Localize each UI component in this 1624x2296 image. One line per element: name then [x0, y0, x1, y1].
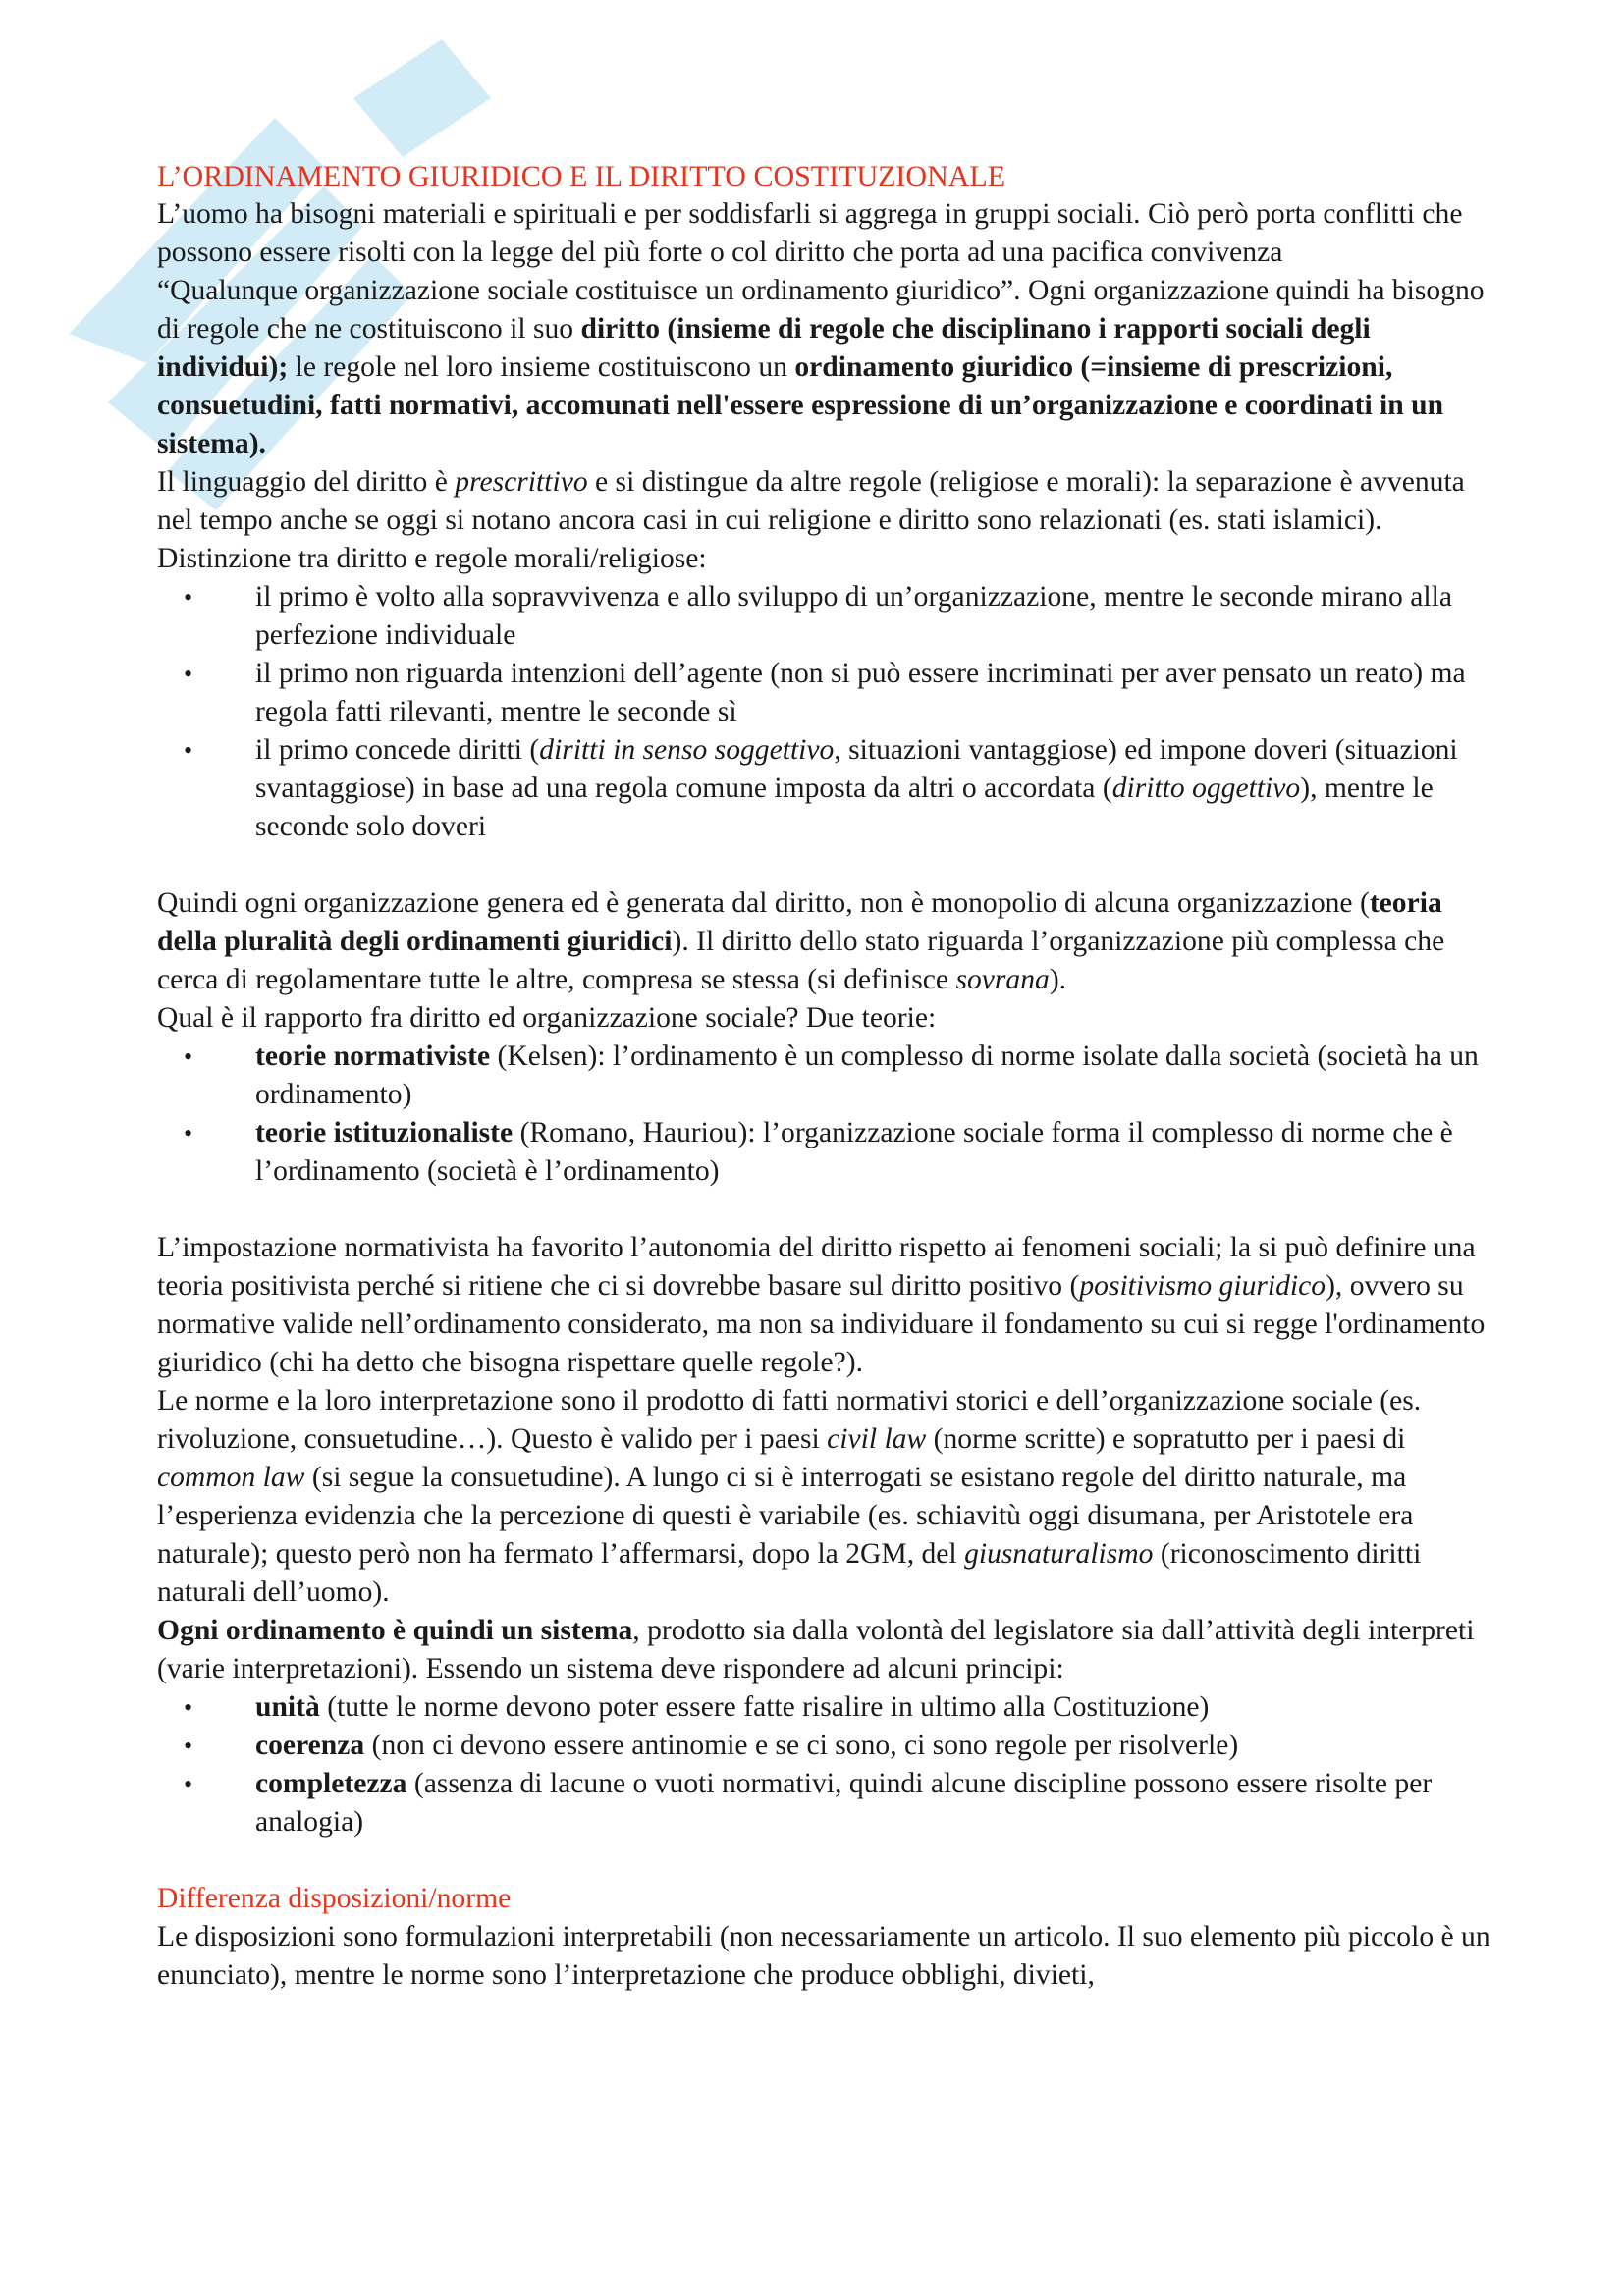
document-page [157, 157, 1492, 1995]
text-run: , prodotto sia dalla volontà del legislatore sia dall’attività degli interpreti (varie interpretazioni). Essendo un sistema deve rispondere ad alcuni principi: [157, 1615, 1475, 1684]
paragraph-ordinamento [157, 272, 1492, 463]
list-item [157, 1727, 1492, 1765]
italic-run: diritti in senso soggettivo [539, 734, 835, 766]
text-run: (Kelsen): l’ordinamento è un complesso di norme isolate dalla società (società ha un ordinamento) [255, 1041, 1479, 1110]
bullet-icon: • [184, 736, 193, 765]
paragraph-linguaggio [157, 463, 1492, 578]
text-run: , situazioni vantaggiose) ed impone doveri (situazioni svantaggiose) in base ad una regola comune imposta da altri o accordata ( [255, 734, 1458, 804]
list-item [157, 731, 1492, 846]
list-distinzione [157, 578, 1492, 846]
text-run: (norme scritte) e sopratutto per i paesi di [926, 1423, 1406, 1455]
text-run: il primo non riguarda intenzioni dell’agente (non si può essere incriminati per aver pensato un reato) ma regola fatti rilevanti, mentre le seconde sì [255, 658, 1466, 727]
bold-run: teorie normativiste [255, 1041, 491, 1072]
text-run: ). [1049, 964, 1067, 995]
text-run: Il linguaggio del diritto è [157, 466, 456, 498]
bold-run: coerenza [255, 1730, 365, 1761]
list-item [157, 655, 1492, 731]
list-teorie [157, 1038, 1492, 1191]
document-title: L’ORDINAMENTO GIURIDICO E IL DIRITTO COSTITUZIONALE [157, 160, 1006, 192]
italic-run: positivismo giuridico [1079, 1270, 1326, 1302]
bullet-icon: • [184, 1693, 193, 1722]
italic-run: civil law [827, 1423, 927, 1455]
text-run: ), ovvero su normative valide nell’ordinamento considerato, ma non sa individuare il fondamento su cui si regge l'ordinamento giuridico (chi ha detto che bisogna rispettare quelle regole?). [157, 1270, 1486, 1378]
bold-run: teoria della pluralità degli ordinamenti giuridici [157, 887, 1442, 957]
section-heading: Differenza disposizioni/norme [157, 1883, 512, 1914]
bold-run: Ogni ordinamento è quindi un sistema [157, 1615, 633, 1646]
list-item [157, 1038, 1492, 1114]
spacer [157, 846, 1492, 884]
paragraph-norme [157, 1382, 1492, 1612]
text-run: Le norme e la loro interpretazione sono il prodotto di fatti normativi storici e dell’organizzazione sociale (es. rivoluzione, consuetudine…). Questo è valido per i paesi [157, 1385, 1422, 1455]
italic-prescrittivo: prescrittivo [455, 466, 588, 498]
bold-diritto: diritto (insieme di regole che disciplinano i rapporti sociali degli individui); [157, 313, 1371, 383]
bullet-icon: • [184, 583, 193, 612]
text-run: (tutte le norme devono poter essere fatte risalire in ultimo alla Costituzione) [319, 1691, 1210, 1723]
text-run: Quindi ogni organizzazione genera ed è generata dal diritto, non è monopolio di alcuna organizzazione ( [157, 887, 1370, 919]
spacer [157, 1191, 1492, 1229]
text-run: il primo concede diritti ( [255, 734, 540, 766]
text-run: L’impostazione normativista ha favorito l’autonomia del diritto rispetto ai fenomeni sociali; la si può definire una teoria positivista perché si ritiene che ci si dovrebbe basare sul diritto positivo ( [157, 1232, 1476, 1302]
paragraph-pluralita [157, 884, 1492, 999]
watermark-shape-4 [353, 39, 491, 157]
text-run: le regole nel loro insieme costituiscono un [288, 351, 795, 383]
list-principi [157, 1688, 1492, 1842]
text-run: (si segue la consuetudine). A lungo ci si è interrogati se esistano regole del diritto naturale, ma l’esperienza evidenzia che la percezione di questi è variabile (es. schiavitù oggi disumana, per Aristotele era naturale); questo però non ha fermato l’affermarsi, dopo la 2GM, del [157, 1462, 1414, 1570]
list-item [157, 578, 1492, 655]
spacer [157, 1842, 1492, 1880]
italic-run: sovrana [955, 964, 1050, 995]
bold-run: unità [255, 1691, 320, 1723]
bullet-icon: • [184, 660, 193, 688]
paragraph-sistema [157, 1612, 1492, 1688]
paragraph-intro: L’uomo ha bisogni materiali e spirituali e per soddisfarli si aggrega in gruppi sociali. Ciò però porta conflitti che possono essere risolti con la legge del più forte o col diritto che porta ad una pacifica convivenza [157, 198, 1463, 268]
italic-run: giusnaturalismo [964, 1538, 1154, 1570]
text-run: (non ci devono essere antinomie e se ci sono, ci sono regole per risolverle) [364, 1730, 1239, 1761]
text-run: (assenza di lacune o vuoti normativi, quindi alcune discipline possono essere risolte per analogia) [255, 1768, 1433, 1838]
bold-ordinamento: ordinamento giuridico (=insieme di prescrizioni, consuetudini, fatti normativi, accomunati nell'essere espressione di un’organizzazione e coordinati in un sistema). [157, 351, 1444, 459]
text-run: e si distingue da altre regole (religiose e morali): la separazione è avvenuta nel tempo anche se oggi si notano ancora casi in cui religione e diritto sono relazionati (es. stati islamici). Distinzione tra diritto e regole morali/religiose: [157, 466, 1465, 574]
text-run: (Romano, Hauriou): l’organizzazione sociale forma il complesso di norme che è l’ordinamento (società è l’ordinamento) [255, 1117, 1453, 1187]
italic-run: diritto oggettivo [1111, 773, 1301, 804]
bullet-icon: • [184, 1732, 193, 1760]
italic-run: common law [157, 1462, 305, 1493]
text-run: “Qualunque organizzazione sociale costituisce un ordinamento giuridico”. Ogni organizzazione quindi ha bisogno di regole che ne costituiscono il suo [157, 275, 1485, 345]
bold-run: teorie istituzionaliste [255, 1117, 514, 1148]
bullet-icon: • [184, 1042, 193, 1071]
bold-run: completezza [255, 1768, 407, 1799]
paragraph-domanda: Qual è il rapporto fra diritto ed organizzazione sociale? Due teorie: [157, 1002, 937, 1034]
bullet-icon: • [184, 1119, 193, 1148]
paragraph-normativista [157, 1229, 1492, 1382]
paragraph-disposizioni: Le disposizioni sono formulazioni interpretabili (non necessariamente un articolo. Il suo elemento più piccolo è un enunciato), mentre le norme sono l’interpretazione che produce obblighi, divieti, [157, 1921, 1490, 1991]
text-run: ), mentre le seconde solo doveri [255, 773, 1434, 842]
list-item [157, 1765, 1492, 1842]
list-item [157, 1114, 1492, 1191]
text-run: (riconoscimento diritti naturali dell’uomo). [157, 1538, 1422, 1608]
bullet-icon: • [184, 1770, 193, 1798]
text-run: ). Il diritto dello stato riguarda l’organizzazione più complessa che cerca di regolamentare tutte le altre, compresa se stessa (si definisce [157, 926, 1445, 995]
list-item [157, 1688, 1492, 1727]
text-run: il primo è volto alla sopravvivenza e allo sviluppo di un’organizzazione, mentre le seconde mirano alla perfezione individuale [255, 581, 1452, 651]
